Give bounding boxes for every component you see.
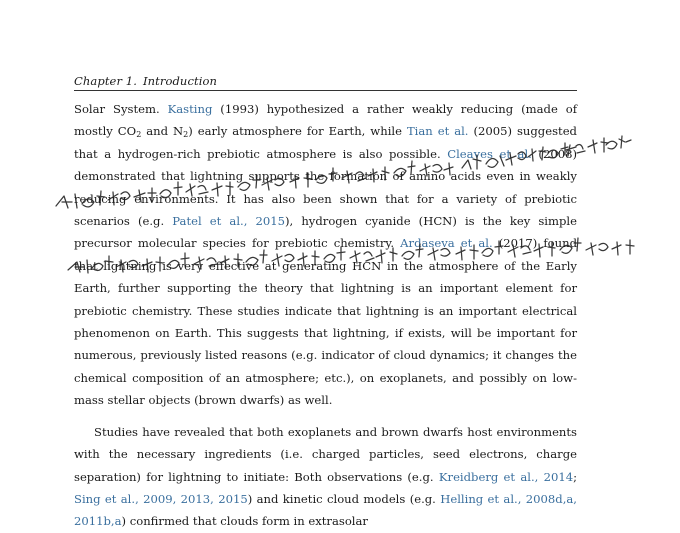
text-run: (1993) hypothesized a rather weakly reducing (made of mostly CO (74, 102, 578, 139)
text-run: Solar System. (74, 102, 160, 116)
text-run: ) confirmed that clouds form in extrasolar (121, 514, 368, 529)
citation-patel[interactable]: Patel et al., 2015 (172, 214, 286, 229)
paragraph-1 (74, 98, 577, 412)
subscript-n2: 2 (183, 130, 189, 140)
header-rule (74, 90, 577, 91)
paragraph-2 (74, 421, 577, 533)
text-run: ; (573, 469, 577, 484)
text-run: (2005) suggested that a hydrogen-rich prebiotic atmosphere is also possible. (74, 124, 577, 161)
citation-sing[interactable]: Sing et al., 2009, 2013, 2015 (74, 491, 248, 506)
citation-helling[interactable]: Helling et al., 2008d,a, 2011b,a (74, 491, 577, 529)
body-text (74, 98, 577, 533)
text-run: ) early atmosphere for Earth, while (188, 124, 407, 139)
text-run: (2017) found that lightning is very effective at generating HCN in the atmosphere of the Early Earth, further supporting the theory that lightning is an important element for prebiotic chemistry. These studies indicate that lightning is an important electrical phenomenon on Earth. This suggests that lightning, if exists, will be important for numerous, previously listed reasons (e.g. indicator of cloud dynamics; it changes the chemical composition of an atmosphere; etc.), on exoplanets, and possibly on low-mass stellar objects (brown dwarfs) as well. (74, 236, 578, 408)
text-run: (2008) demonstrated that lightning supports the formation of amino acids even in weakly reducing environments. It has also been shown that for a variety of prebiotic scenarios (e.g. (74, 146, 577, 229)
text-run: and N (141, 124, 184, 139)
citation-tian[interactable]: Tian et al. (406, 124, 469, 139)
citation-kreidberg[interactable]: Kreidberg et al., 2014 (438, 469, 574, 484)
text-run: ), hydrogen cyanide (HCN) is the key simple precursor molecular species for prebiotic chemistry. (74, 214, 577, 251)
text-run: ) and kinetic cloud models (e.g. (247, 491, 441, 506)
chapter-title: Introduction (142, 74, 218, 88)
citation-cleaves[interactable]: Cleaves et al. (447, 146, 532, 161)
chapter-label: Chapter 1. (74, 74, 137, 88)
citation-ardaseva[interactable]: Ardaseva et al. (400, 236, 493, 251)
citation-kasting[interactable]: Kasting (167, 102, 213, 116)
subscript-co2: 2 (136, 130, 142, 140)
running-head (74, 74, 576, 88)
text-run: Studies have revealed that both exoplanets and brown dwarfs host environments with the necessary ingredients (i.e. charged particles, seed electrons, charge separation) for lightning to initiate: Both observations (e.g. (74, 424, 577, 484)
